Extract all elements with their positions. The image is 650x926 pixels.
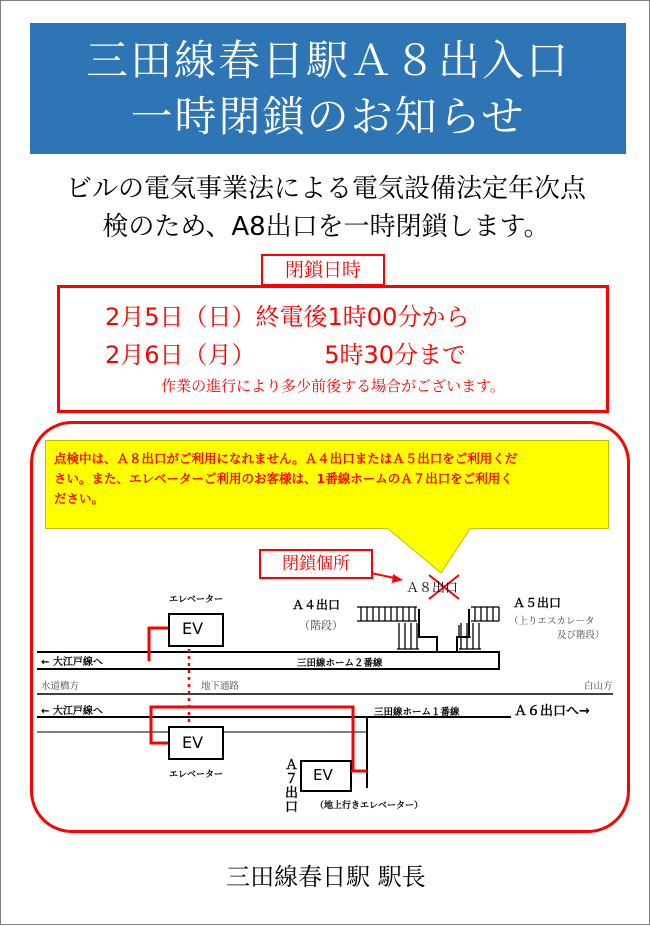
notice-pointer [386, 527, 471, 573]
a5-sub-label-1: （上りエスカレータ [509, 616, 595, 627]
ev-a7-text: EV [313, 766, 333, 784]
underpass-label: 地下通路 [201, 681, 240, 692]
hakusan-direction: 白山方 [584, 681, 613, 692]
closed-location-label: 閉鎖個所 [259, 549, 373, 579]
station-map-diagram [1, 1, 650, 926]
schedule-label: 閉鎖日時 [261, 254, 385, 286]
schedule-note: 作業の進行により多少前後する場合がございます。 [161, 377, 505, 395]
a4-sub-label: （階段） [299, 619, 343, 632]
a7-sub-label: （地上行きエレベーター） [315, 801, 424, 811]
ev-bottom-text: EV [182, 733, 204, 752]
a8-exit-label: Ａ８出口 [406, 581, 459, 596]
title-line-2: 一時閉鎖のお知らせ [130, 92, 526, 141]
schedule-start: 2月5日（日）終電後1時00分から [105, 303, 470, 331]
elevator-bottom-label: エレベーター [169, 770, 224, 780]
notice-line-2: さい。また、エレベーターご利用のお客様は、1番線ホームのＡ７出口をご利用く [54, 471, 513, 486]
ev-top-text: EV [182, 619, 204, 638]
notice-line-1: 点検中は、Ａ８出口がご利用になれません。Ａ４出口またはＡ５出口をご利用くだ [54, 451, 518, 466]
platform-1-label: 三田線ホーム１番線 [374, 707, 460, 718]
a4-stairs-icon [357, 607, 419, 649]
elevator-top-label: エレベーター [169, 595, 224, 605]
a6-exit-label: Ａ６出口へ→ [514, 704, 590, 719]
ev-top-route [149, 628, 169, 661]
station-master-signature: 三田線春日駅 駅長 [226, 863, 426, 891]
platform-2-label: 三田線ホーム２番線 [297, 658, 383, 669]
intro-line-2: 検のため、A8出口を一時閉鎖します。 [102, 212, 550, 242]
a4-exit-label: Ａ４出口 [292, 598, 341, 612]
intro-line-1: ビルの電気事業法による電気設備法定年次点 [65, 174, 586, 204]
schedule-end: 2月6日（月） 5時30分まで [105, 341, 467, 369]
suidobashi-direction: 水道橋方 [41, 681, 80, 692]
a5-sub-label-2: 及び階段） [557, 630, 605, 641]
title-line-1: 三田線春日駅Ａ８出入口 [85, 36, 570, 85]
a5-exit-label: Ａ５出口 [513, 596, 562, 610]
oedo-line-bottom: ← 大江戸線へ [41, 706, 103, 717]
closed-arrow-head [392, 574, 403, 583]
oedo-line-top: ← 大江戸線へ [41, 657, 103, 668]
notice-pointer-join [385, 524, 473, 528]
a7-exit-label: Ａ７出口 [285, 758, 299, 815]
a5-escalator-icon [459, 607, 499, 649]
platform-2-outline [37, 652, 499, 669]
passage-wall-left [419, 609, 437, 651]
notice-line-3: ださい。 [54, 491, 105, 506]
